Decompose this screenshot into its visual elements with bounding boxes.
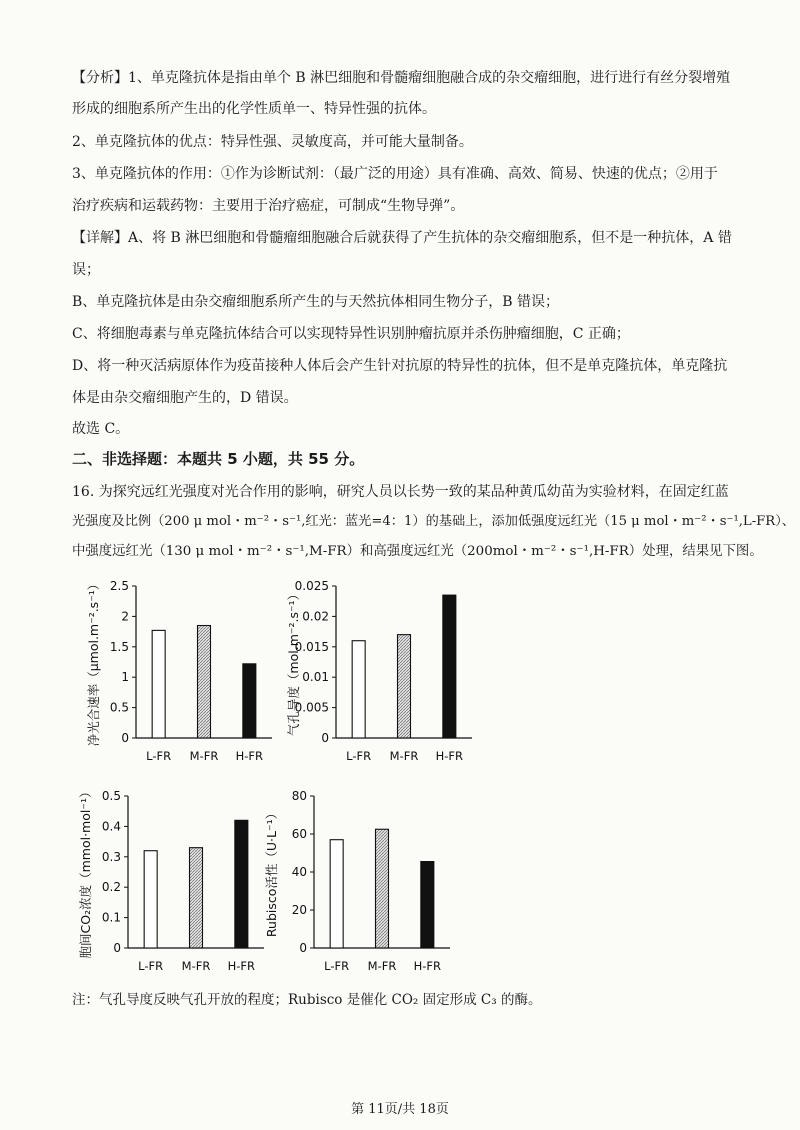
x-category-label: M-FR <box>181 959 211 973</box>
analysis-line-3: 2、单克隆抗体的优点：特异性强、灵敏度高，并可能大量制备。 <box>72 134 473 150</box>
y-axis-label: Rubisco活性（U·L⁻¹） <box>264 806 279 938</box>
answer-line: 故选 C。 <box>72 421 130 437</box>
x-category-label: L-FR <box>324 959 350 973</box>
detail-line-1: 【详解】A、将 B 淋巴细胞和骨髓瘤细胞融合后就获得了产生抗体的杂交瘤细胞系，但不是一种抗体，A 错 <box>72 230 732 246</box>
bar-l-fr <box>144 851 157 948</box>
y-axis-label: 胞间CO₂浓度（mmol·mol⁻¹） <box>78 785 93 959</box>
y-tick-label: 0.015 <box>294 639 329 654</box>
x-category-label: H-FR <box>413 959 442 973</box>
y-tick-label: 1.5 <box>109 639 129 654</box>
page-number: 第 11页/共 18页 <box>351 1102 449 1117</box>
analysis-line-2: 形成的细胞系所产生出的化学性质单一、特异性强的抗体。 <box>72 101 436 117</box>
y-tick-label: 0 <box>321 731 329 745</box>
analysis-line-4: 3、单克隆抗体的作用：①作为诊断试剂：（最广泛的用途）具有准确、高效、简易、快速的优点；②用于 <box>72 166 718 182</box>
y-tick-label: 0.025 <box>294 579 329 593</box>
bar-h-fr <box>421 862 434 948</box>
bar-m-fr <box>190 848 203 948</box>
y-tick-label: 40 <box>291 865 307 879</box>
bar-m-fr <box>398 635 411 738</box>
bar-h-fr <box>443 595 456 738</box>
y-axis-label: 净光合速率（μmol.m⁻².s⁻¹） <box>86 577 101 747</box>
y-tick-label: 60 <box>291 827 307 841</box>
chart-rubisco-activity <box>258 780 458 980</box>
x-category-label: L-FR <box>346 749 372 763</box>
bar-m-fr <box>198 626 211 738</box>
y-tick-label: 0.4 <box>101 819 121 834</box>
analysis-line-5: 治疗疾病和运载药物：主要用于治疗癌症，可制成“生物导弹”。 <box>72 198 465 214</box>
bar-m-fr <box>376 829 389 948</box>
y-tick-label: 2.5 <box>109 579 129 593</box>
y-tick-label: 0.1 <box>101 910 121 925</box>
detail-line-c: C、将细胞毒素与单克隆抗体结合可以实现特异性识别肿瘤抗原并杀伤肿瘤细胞，C 正确； <box>72 326 630 342</box>
detail-line-b: B、单克隆抗体是由杂交瘤细胞系所产生的与天然抗体相同生物分子，B 错误； <box>72 294 560 310</box>
detail-line-d1: D、将一种灭活病原体作为疫苗接种人体后会产生针对抗原的特异性的抗体，但不是单克隆抗体，单克隆抗 <box>72 358 728 374</box>
y-tick-label: 0.5 <box>109 700 129 715</box>
figure-note: 注：气孔导度反映气孔开放的程度；Rubisco 是催化 CO₂ 固定形成 C₃ 的酶。 <box>72 992 542 1008</box>
bar-l-fr <box>352 641 365 738</box>
y-tick-label: 0.01 <box>302 670 329 685</box>
y-tick-label: 80 <box>291 789 307 803</box>
detail-line-2: 误； <box>72 262 100 278</box>
y-tick-label: 20 <box>291 903 307 917</box>
x-category-label: M-FR <box>189 749 219 763</box>
x-category-label: H-FR <box>227 959 256 973</box>
x-category-label: M-FR <box>367 959 397 973</box>
y-tick-label: 0 <box>121 731 129 745</box>
bar-h-fr <box>243 664 256 738</box>
y-tick-label: 0.3 <box>101 849 121 864</box>
chart-stomatal-conductance <box>280 570 480 770</box>
x-category-label: M-FR <box>389 749 419 763</box>
question-line-2: 光强度及比例（200 μ mol・m⁻²・s⁻¹,红光：蓝光=4：1）的基础上，添加低强度远红光（15 μ mol・m⁻²・s⁻¹,L-FR）、 <box>72 514 795 529</box>
detail-line-d2: 体是由杂交瘤细胞产生的，D 错误。 <box>72 390 298 406</box>
y-tick-label: 0.005 <box>294 700 329 715</box>
question-line-1: 16. 为探究远红光强度对光合作用的影响，研究人员以长势一致的某品种黄瓜幼苗为实验材料，在固定红蓝 <box>72 484 729 500</box>
section-heading: 二、非选择题：本题共 5 小题，共 55 分。 <box>72 450 365 468</box>
chart-intercellular-co2 <box>72 780 272 980</box>
y-tick-label: 0 <box>113 941 121 955</box>
x-category-label: L-FR <box>146 749 172 763</box>
analysis-line-1: 【分析】1、单克隆抗体是指由单个 B 淋巴细胞和骨髓瘤细胞融合成的杂交瘤细胞，进行进行有丝分裂增殖 <box>72 70 731 86</box>
y-tick-label: 0 <box>299 941 307 955</box>
x-category-label: H-FR <box>435 749 464 763</box>
question-line-3: 中强度远红光（130 μ mol・m⁻²・s⁻¹,M-FR）和高强度远红光（200mol・m⁻²・s⁻¹,H-FR）处理，结果见下图。 <box>72 544 763 559</box>
y-tick-label: 0.2 <box>101 880 121 895</box>
bar-l-fr <box>152 630 165 738</box>
x-category-label: L-FR <box>138 959 164 973</box>
y-tick-label: 1 <box>121 670 129 685</box>
bar-h-fr <box>235 820 248 948</box>
bar-l-fr <box>330 840 343 948</box>
chart-net-photosynthesis <box>80 570 280 770</box>
y-tick-label: 2 <box>121 609 129 624</box>
y-tick-label: 0.02 <box>302 609 329 624</box>
x-category-label: H-FR <box>235 749 264 763</box>
y-axis-label: 气孔导度（mol.m⁻².s⁻¹） <box>286 587 301 737</box>
y-tick-label: 0.5 <box>101 789 121 803</box>
